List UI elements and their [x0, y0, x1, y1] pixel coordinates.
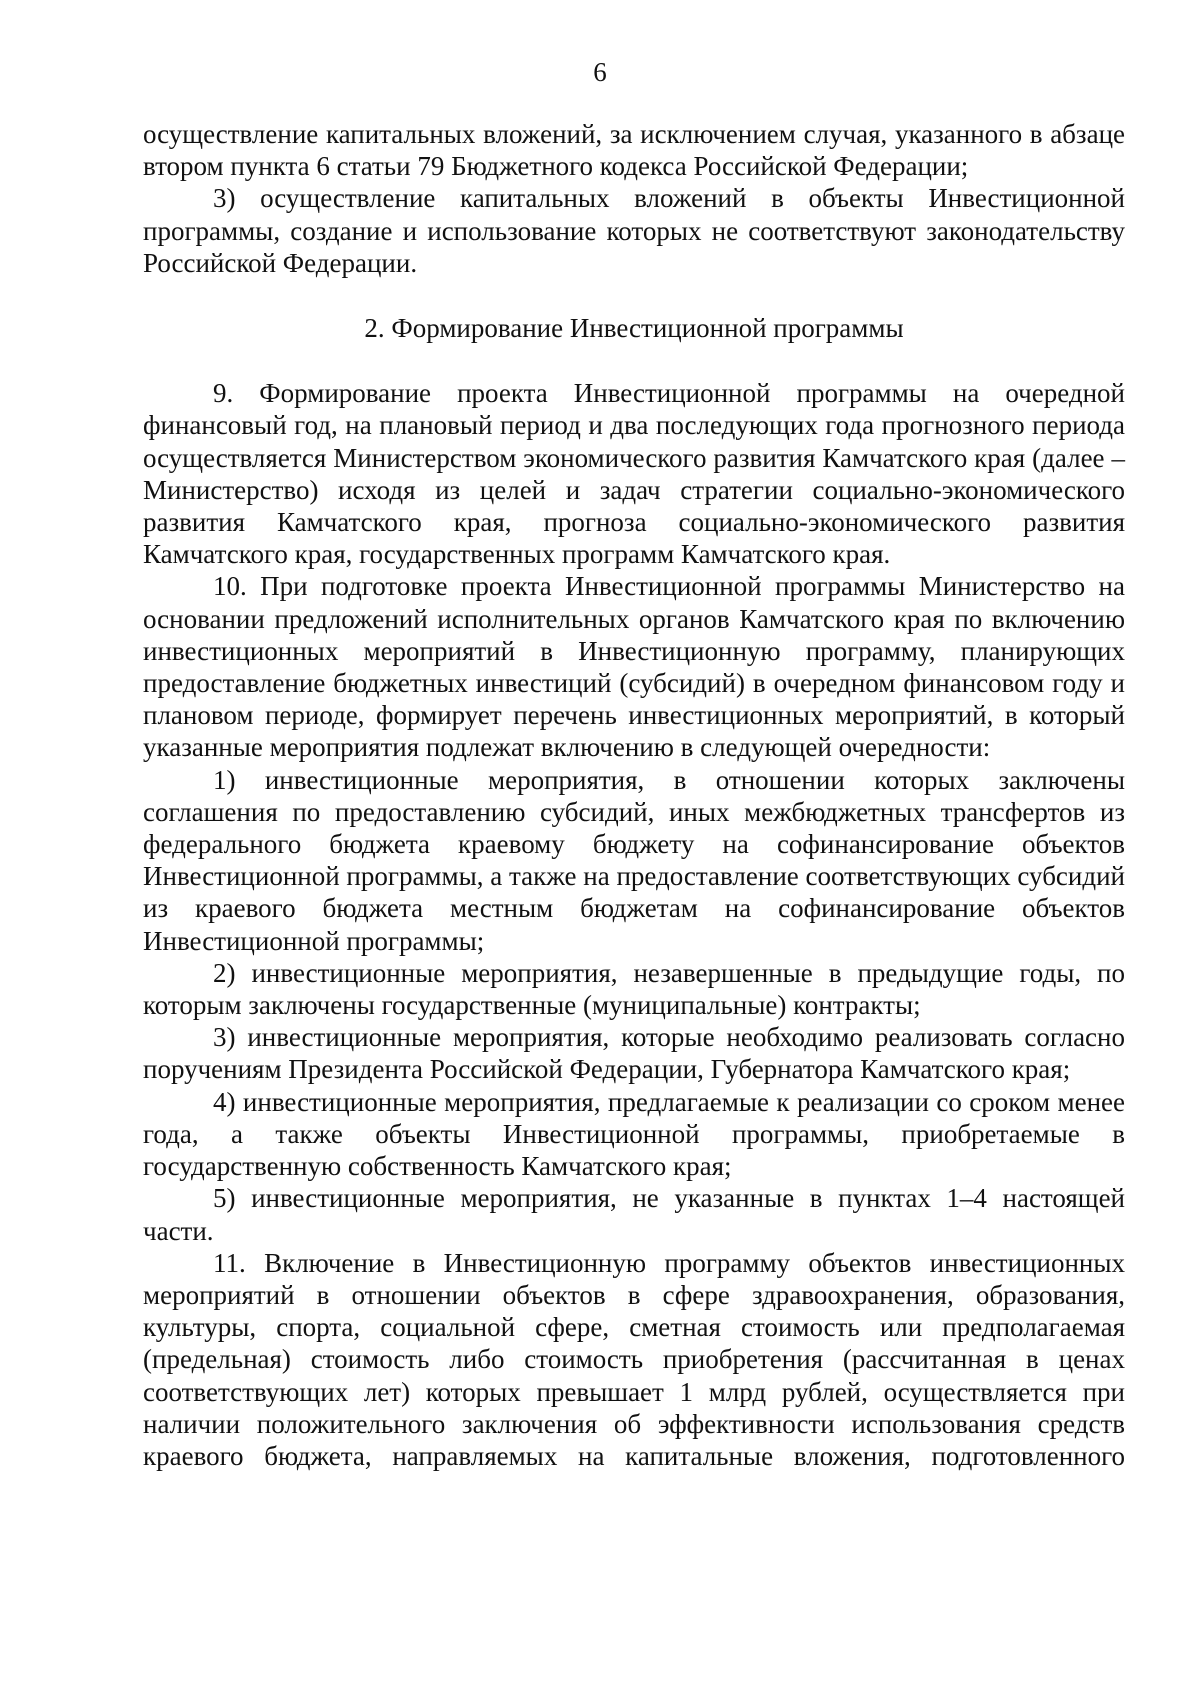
paragraph-9: 9. Формирование проекта Инвестиционной программы на очередной финансовый год, на плановый период и два последующих года прогнозного периода осуществляется Министерством экономического развития Камчатского края (далее – Министерство) исходя из целей и задач стратегии социально-экономического развития Камчатского края, прогноза социально-экономического развития Камчатского края, государственных программ Камчатского края.	[143, 378, 1125, 570]
page-number: 6	[593, 57, 607, 87]
list-item-2: 2) инвестиционные мероприятия, незавершенные в предыдущие годы, по которым заключены государственные (муниципальные) контракты;	[143, 957, 1125, 1021]
document-body	[143, 118, 1125, 1472]
paragraph-item-3-capital-investments: 3) осуществление капитальных вложений в объекты Инвестиционной программы, создание и использование которых не соответствуют законодательству Российской Федерации.	[143, 183, 1125, 278]
paragraph-10: 10. При подготовке проекта Инвестиционной программы Министерство на основании предложений исполнительных органов Камчатского края по включению инвестиционных мероприятий в Инвестиционную программу, планирующих предоставление бюджетных инвестиций (субсидий) в очередном финансовом году и плановом периоде, формирует перечень инвестиционных мероприятий, в который указанные мероприятия подлежат включению в следующей очередности:	[143, 571, 1125, 763]
paragraph-capital-investments-continuation: осуществление капитальных вложений, за исключением случая, указанного в абзаце втором пункта 6 статьи 79 Бюджетного кодекса Российской Федерации;	[143, 119, 1125, 182]
paragraph-11: 11. Включение в Инвестиционную программу объектов инвестиционных мероприятий в отношении объектов в сфере здравоохранения, образования, культуры, спорта, социальной сфере, сметная стоимость или предполагаемая (предельная) стоимость либо стоимость приобретения (рассчитанная в ценах соответствующих лет) которых превышает 1 млрд рублей, осуществляется при наличии положительного заключения об эффективности использования средств краевого бюджета, направляемых на капитальные вложения, подготовленного	[143, 1247, 1125, 1471]
list-item-3: 3) инвестиционные мероприятия, которые необходимо реализовать согласно поручениям Президента Российской Федерации, Губернатора Камчатского края;	[143, 1022, 1125, 1085]
list-item-4: 4) инвестиционные мероприятия, предлагаемые к реализации со сроком менее года, а также объекты Инвестиционной программы, приобретаемые в государственную собственность Камчатского края;	[143, 1086, 1125, 1182]
list-item-1: 1) инвестиционные мероприятия, в отношении которых заключены соглашения по предоставлению субсидий, иных межбюджетных трансфертов из федерального бюджета краевому бюджету на софинансирование объектов Инвестиционной программы, а также на предоставление соответствующих субсидий из краевого бюджета местным бюджетам на софинансирование объектов Инвестиционной программы;	[143, 764, 1125, 956]
section-heading: 2. Формирование Инвестиционной программы	[364, 313, 904, 344]
list-item-5: 5) инвестиционные мероприятия, не указанные в пунктах 1–4 настоящей части.	[143, 1183, 1125, 1246]
